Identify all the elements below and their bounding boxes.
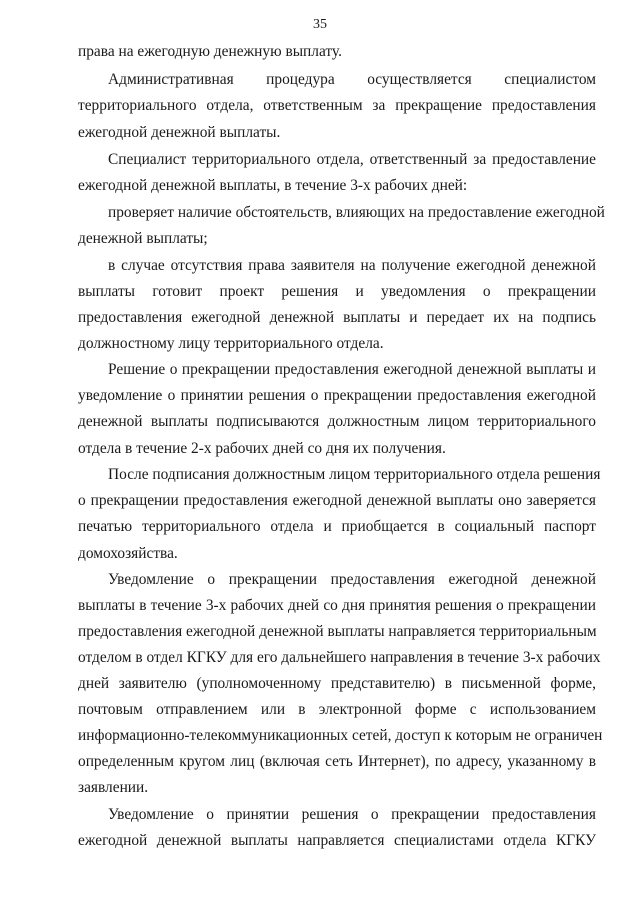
text-line: ежегодной денежной выплаты направляется специалистами отдела КГКУ bbox=[78, 832, 596, 849]
text-line: денежной выплаты; bbox=[78, 230, 208, 247]
text-line: Специалист территориального отдела, ответственный за предоставление bbox=[108, 151, 596, 168]
text-line: денежной выплаты подписываются должностным лицом территориального bbox=[78, 413, 596, 430]
text-line: отделом в отдел КГКУ для его дальнейшего направления в течение 3-х рабочих bbox=[78, 649, 601, 666]
text-line: территориального отдела, ответственным за прекращение предоставления bbox=[78, 97, 596, 114]
text-line: Уведомление о прекращении предоставления ежегодной денежной bbox=[108, 571, 596, 588]
text-line: определенным кругом лиц (включая сеть Интернет), по адресу, указанному в bbox=[78, 753, 596, 770]
text-line: После подписания должностным лицом территориального отдела решения bbox=[108, 466, 601, 483]
text-line: права на ежегодную денежную выплату. bbox=[78, 43, 342, 60]
text-line: заявлении. bbox=[78, 779, 149, 796]
text-line: в случае отсутствия права заявителя на получение ежегодной денежной bbox=[108, 257, 596, 274]
text-line: проверяет наличие обстоятельств, влияющих на предоставление ежегодной bbox=[108, 204, 605, 221]
text-line: отдела в течение 2-х рабочих дней со дня их получения. bbox=[78, 440, 446, 457]
text-line: дней заявителю (уполномоченному представителю) в письменной форме, bbox=[78, 675, 596, 692]
text-line: печатью территориального отдела и приобщается в социальный паспорт bbox=[78, 518, 596, 535]
text-line: ежегодной денежной выплаты. bbox=[78, 124, 281, 141]
text-line: почтовым отправлением или в электронной форме с использованием bbox=[78, 701, 596, 718]
text-line: Решение о прекращении предоставления ежегодной денежной выплаты и bbox=[108, 361, 596, 378]
text-line: Уведомление о принятии решения о прекращении предоставления bbox=[108, 806, 596, 823]
text-line: уведомление о принятии решения о прекращении предоставления ежегодной bbox=[78, 387, 596, 404]
text-line: выплаты готовит проект решения и уведомления о прекращении bbox=[78, 283, 596, 300]
text-line: выплаты в течение 3-х рабочих дней со дня принятия решения о прекращении bbox=[78, 597, 596, 614]
text-line: Административная процедура осуществляется специалистом bbox=[108, 71, 596, 88]
text-line: предоставления ежегодной денежной выплаты и передает их на подпись bbox=[78, 309, 596, 326]
page-number: 35 bbox=[313, 17, 327, 32]
text-line: домохозяйства. bbox=[78, 545, 178, 562]
text-line: предоставления ежегодной денежной выплаты направляется территориальным bbox=[78, 623, 597, 640]
text-line: о прекращении предоставления ежегодной денежной выплаты оно заверяется bbox=[78, 492, 596, 509]
text-line: должностному лицу территориального отдела. bbox=[78, 335, 384, 352]
text-line: ежегодной денежной выплаты, в течение 3-х рабочих дней: bbox=[78, 177, 468, 194]
text-line: информационно-телекоммуникационных сетей, доступ к которым не ограничен bbox=[78, 727, 603, 744]
